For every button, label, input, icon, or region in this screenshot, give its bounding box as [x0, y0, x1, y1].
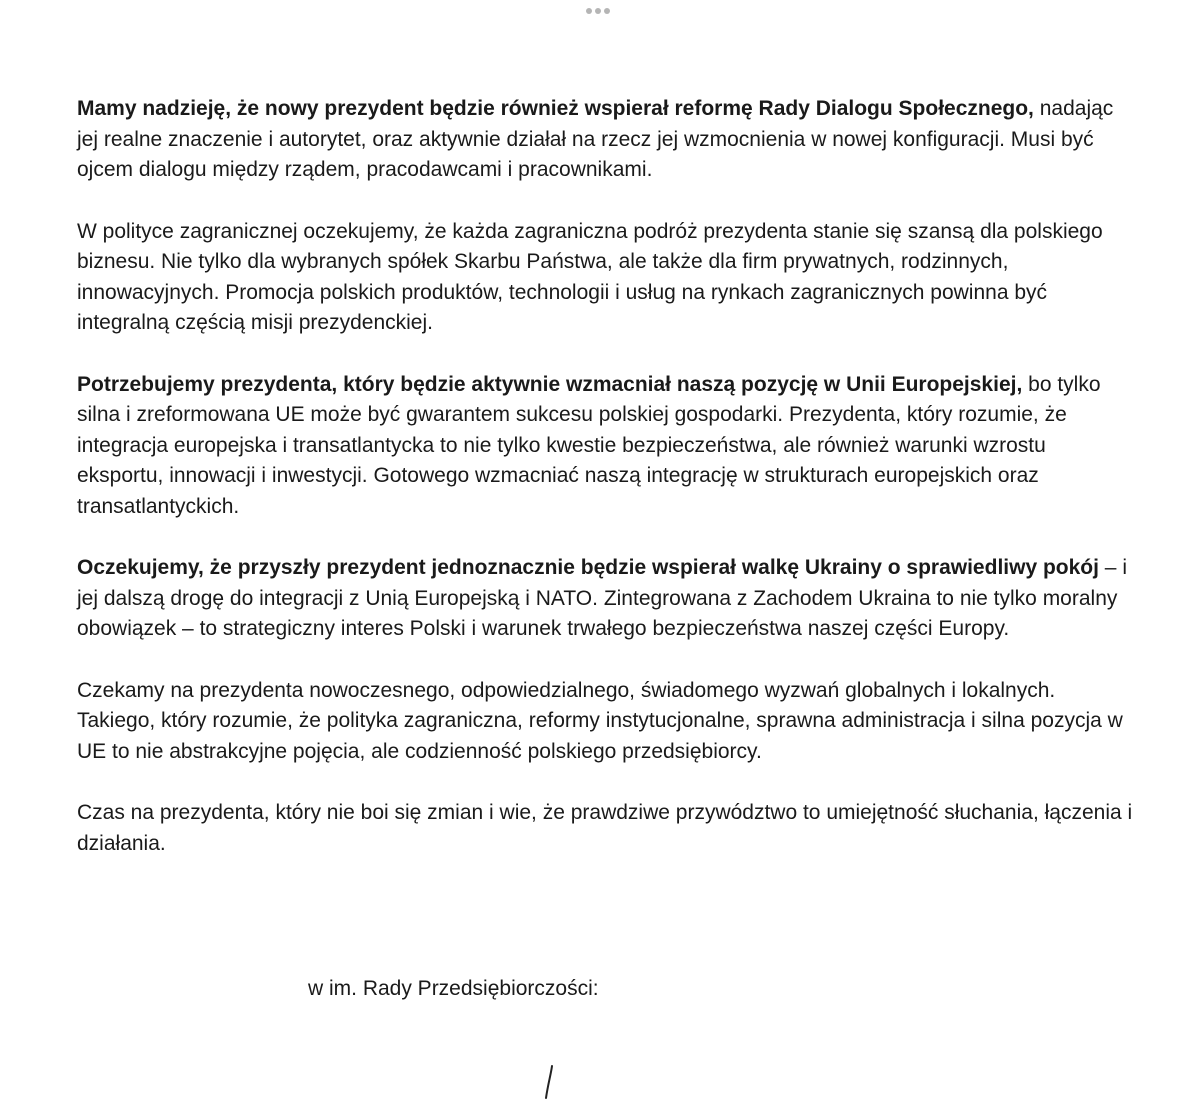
- paragraph-2: [77, 217, 1137, 339]
- signoff-line: w im. Rady Przedsiębiorczości:: [308, 977, 599, 1000]
- dot-icon: [586, 8, 592, 14]
- signature-mark: [530, 1062, 570, 1102]
- paragraph-5: [77, 676, 1137, 768]
- paragraph-4-bold: Oczekujemy, że przyszły prezydent jednoznacznie będzie wspierał walkę Ukrainy o sprawiedliwy pokój: [77, 556, 1099, 579]
- paragraph-1-text: nadając jej realne znaczenie i autorytet, oraz aktywnie działał na rzecz jej wzmocnienia w nowej konfiguracji. Musi być ojcem dialogu między rządem, pracodawcami i pracownikami.: [77, 97, 1114, 181]
- paragraph-3-bold: Potrzebujemy prezydenta, który będzie aktywnie wzmacniał naszą pozycję w Unii Europejskiej,: [77, 372, 1023, 396]
- paragraph-6-text: Czas na prezydenta, który nie boi się zmian i wie, że prawdziwe przywództwo to umiejętność słuchania, łączenia i działania.: [77, 801, 1133, 855]
- paragraph-3-text: bo tylko silna i zreformowana UE może być gwarantem sukcesu polskiej gospodarki. Prezydenta, który rozumie, że integracja europejska i transatlantycka to nie tylko kwestie bezpieczeństwa, ale również warunki wzrostu eksportu, innowacji i inwestycji. Gotowego wzmacniać naszą integrację w strukturach europejskich oraz transatlantyckich.: [77, 372, 1101, 518]
- paragraph-1: [77, 94, 1137, 186]
- paragraph-4: [77, 553, 1137, 645]
- more-options-icon[interactable]: [586, 8, 610, 14]
- paragraph-3: [77, 370, 1137, 523]
- paragraph-5-text: Czekamy na prezydenta nowoczesnego, odpowiedzialnego, świadomego wyzwań globalnych i lokalnych. Takiego, który rozumie, że polityka zagraniczna, reformy instytucjonalne, sprawna administracja i silna pozycja w UE to nie abstrakcyjne pojęcia, ale codzienność polskiego przedsiębiorcy.: [77, 678, 1123, 763]
- document-body: [77, 94, 1137, 859]
- paragraph-1-bold: Mamy nadzieję, że nowy prezydent będzie również wspierał reformę Rady Dialogu Społecznego,: [77, 97, 1034, 120]
- paragraph-2-text: W polityce zagranicznej oczekujemy, że każda zagraniczna podróż prezydenta stanie się szansą dla polskiego biznesu. Nie tylko dla wybranych spółek Skarbu Państwa, ale także dla firm prywatnych, rodzinnych, innowacyjnych. Promocja polskich produktów, technologii i usług na rynkach zagranicznych powinna być integralną częścią misji prezydenckiej.: [77, 219, 1103, 334]
- paragraph-6: [77, 798, 1137, 859]
- dot-icon: [595, 8, 601, 14]
- paragraph-4-text: – i jej dalszą drogę do integracji z Unią Europejską i NATO. Zintegrowana z Zachodem Ukraina to nie tylko moralny obowiązek – to strategiczny interes Polski i warunek trwałego bezpieczeństwa naszej części Europy.: [77, 556, 1127, 640]
- dot-icon: [604, 8, 610, 14]
